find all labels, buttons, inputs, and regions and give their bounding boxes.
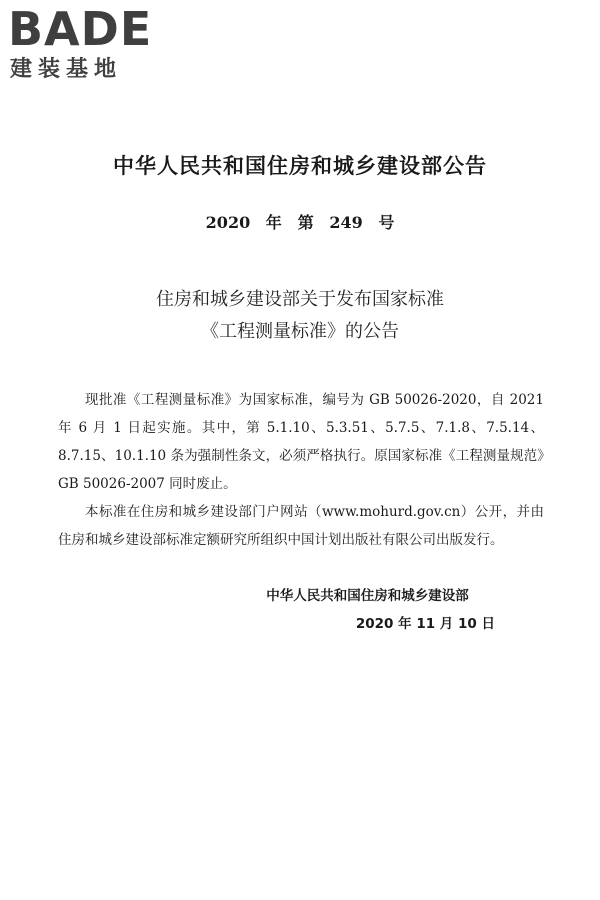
watermark-logo xyxy=(8,4,178,90)
announcement-title-line-2: 《工程测量标准》的公告 xyxy=(201,321,399,342)
body-paragraph-1: 现批准《工程测量标准》为国家标准，编号为 GB 50026-2020，自 2021 年 6 月 1 日起实施。其中，第 5.1.10、5.3.51、5.7.5、7.1.8、7.5.14、8.7.15、10.1.10 条为强制性条文，必须严格执行。原国家标准《工程测量规范》GB 50026-2007 同时废止。 xyxy=(58,392,544,492)
organization-title: 中华人民共和国住房和城乡建设部公告 xyxy=(113,154,487,178)
document-number: 2020 年 第 249 号 xyxy=(205,213,395,232)
body-paragraph-2: 本标准在住房和城乡建设部门户网站（www.mohurd.gov.cn）公开，并由住房和城乡建设部标准定额研究所组织中国计划出版社有限公司出版发行。 xyxy=(58,504,544,548)
watermark-logo-sub: 建装基地 xyxy=(10,57,123,82)
announcement-title xyxy=(0,284,600,348)
signature-issuer: 中华人民共和国住房和城乡建设部 xyxy=(266,588,469,604)
signature-block xyxy=(240,582,495,638)
watermark-logo-main: BADE xyxy=(8,2,153,56)
announcement-title-line-1: 住房和城乡建设部关于发布国家标准 xyxy=(156,289,444,310)
signature-date: 2020 年 11 月 10 日 xyxy=(355,616,495,632)
announcement-body xyxy=(58,386,544,554)
